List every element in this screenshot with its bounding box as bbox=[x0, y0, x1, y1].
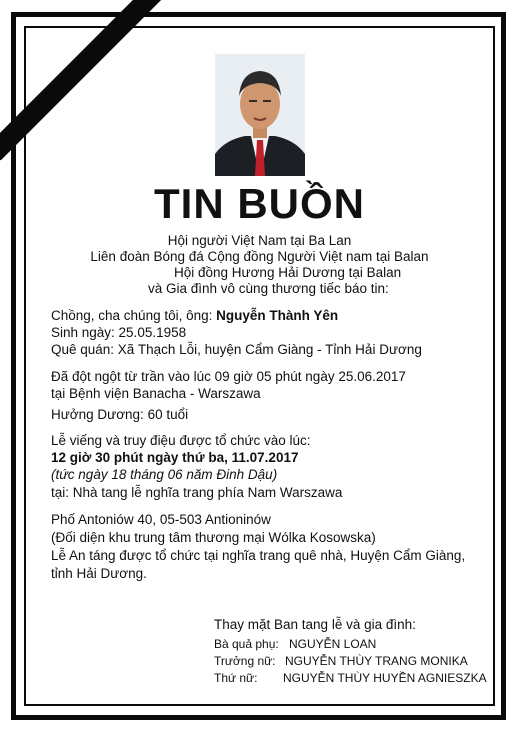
signature-role-1: Bà quả phụ: bbox=[214, 637, 279, 651]
burial-line-2: tỉnh Hải Dương. bbox=[51, 566, 147, 581]
org-line-1: Hội người Việt Nam tại Ba Lan bbox=[167, 233, 352, 248]
page-title: TIN BUỒN bbox=[154, 180, 365, 227]
org-line-4: và Gia đình vô cùng thương tiếc báo tin: bbox=[148, 281, 389, 296]
signature-heading: Thay mặt Ban tang lễ và gia đình: bbox=[214, 617, 416, 632]
signature-role-2: Trưởng nữ: bbox=[214, 654, 276, 668]
funeral-address: Phố Antoniów 40, 05-503 Antioninów bbox=[51, 512, 271, 527]
signature-role-3: Thứ nữ: bbox=[214, 671, 258, 685]
death-line-1: Đã đột ngột từ trần vào lúc 09 giờ 05 phút ngày 25.06.2017 bbox=[51, 369, 406, 384]
funeral-landmark: (Đối diện khu trung tâm thương mại Wólka Kosowska) bbox=[51, 530, 376, 545]
signature-name-2: NGUYỄN THÙY TRANG MONIKA bbox=[285, 654, 468, 668]
funeral-place: tại: Nhà tang lễ nghĩa trang phía Nam Warszawa bbox=[51, 485, 343, 500]
funeral-datetime: 12 giờ 30 phút ngày thứ ba, 11.07.2017 bbox=[51, 450, 299, 465]
deceased-name: Nguyễn Thành Yên bbox=[216, 308, 339, 323]
burial-line-1: Lễ An táng được tổ chức tại nghĩa trang quê nhà, Huyện Cẩm Giàng, bbox=[51, 548, 466, 563]
birth-date: Sinh ngày: 25.05.1958 bbox=[51, 325, 187, 340]
age: Hưởng Dương: 60 tuổi bbox=[51, 407, 189, 422]
org-line-2: Liên đoàn Bóng đá Cộng đồng Người Việt nam tại Balan bbox=[90, 249, 429, 264]
death-line-2: tại Bệnh viện Banacha - Warszawa bbox=[51, 386, 261, 401]
portrait-photo bbox=[215, 54, 305, 176]
funeral-lunar-date: (tức ngày 18 tháng 06 năm Đinh Dậu) bbox=[51, 467, 278, 482]
deceased-line bbox=[51, 308, 338, 324]
deceased-intro: Chồng, cha chúng tôi, ông: bbox=[51, 308, 213, 323]
org-line-3: Hội đồng Hương Hải Dương tại Balan bbox=[174, 265, 402, 280]
signature-name-1: NGUYỄN LOAN bbox=[289, 637, 377, 651]
funeral-intro: Lễ viếng và truy điệu được tổ chức vào lúc: bbox=[51, 433, 311, 448]
hometown: Quê quán: Xã Thạch Lỗi, huyện Cẩm Giàng - Tỉnh Hải Dương bbox=[51, 342, 422, 357]
signature-name-3: NGUYỄN THÙY HUYỀN AGNIESZKA bbox=[283, 671, 487, 685]
